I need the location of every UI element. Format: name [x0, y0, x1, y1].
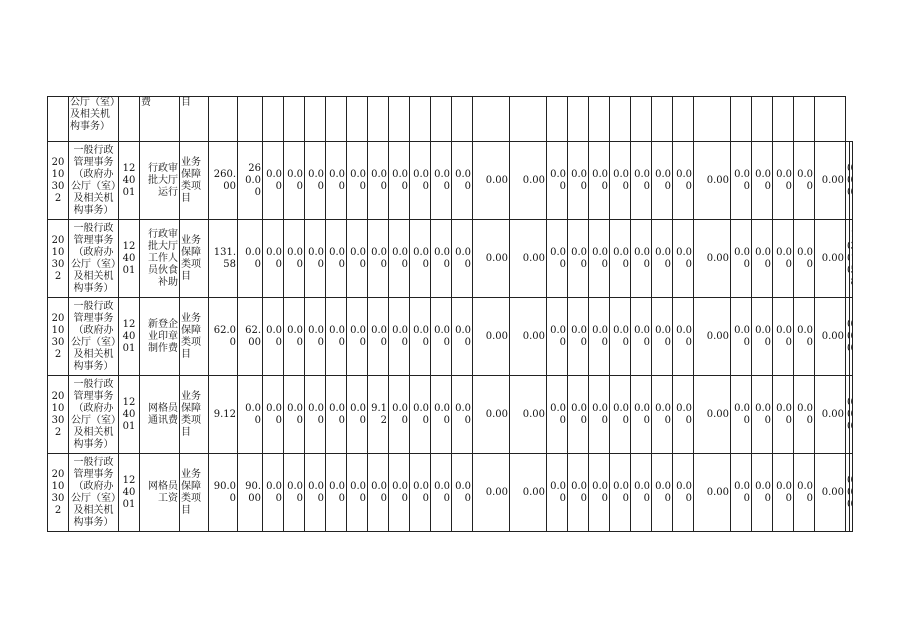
amount-cell: 0.00 — [673, 142, 694, 220]
amount-cell: 0.00 — [263, 454, 284, 532]
amount-cell: 0.00 — [473, 220, 510, 298]
value-cell — [389, 97, 410, 142]
amount-cell: 9.12 — [209, 376, 238, 454]
amount-cell: 0.00 — [610, 220, 631, 298]
amount-cell: 0.00 — [305, 298, 326, 376]
amount-cell: 0.00 — [389, 376, 410, 454]
value-cell — [794, 97, 815, 142]
project-name-cell: 行政审批大厅工作人员伙食补助 — [140, 220, 180, 298]
amount-cell: 0.00 — [815, 376, 846, 454]
amount-cell: 0.00 — [631, 142, 652, 220]
amount-cell: 0.00 — [284, 376, 305, 454]
amount-cell: 0.00 — [263, 142, 284, 220]
amount-cell: 0.00 — [368, 220, 389, 298]
amount-cell: 0.00 — [815, 298, 846, 376]
amount-cell: 0.00 — [773, 454, 794, 532]
amount-cell: 0.00 — [731, 220, 752, 298]
amount-cell: 0.00 — [431, 454, 452, 532]
value-cell — [694, 97, 731, 142]
amount-cell: 0.00 — [652, 454, 673, 532]
table-row — [48, 142, 853, 220]
table-row-continuation — [48, 97, 853, 142]
amount-cell: 90.00 — [238, 454, 263, 532]
amount-cell: 0.00 — [326, 142, 347, 220]
amount-cell: 0.00 — [263, 376, 284, 454]
amount-cell: 0.00 — [510, 142, 547, 220]
amount-cell: 0.00 — [238, 376, 263, 454]
amount-cell: 0.00 — [589, 142, 610, 220]
amount-cell: 0.00 — [547, 142, 568, 220]
amount-cell: 0.00 — [547, 376, 568, 454]
amount-cell: 62.00 — [238, 298, 263, 376]
amount-cell: 0.00 — [389, 142, 410, 220]
amount-cell: 0.00 — [431, 298, 452, 376]
amount-cell: 0.00 — [389, 298, 410, 376]
value-cell — [568, 97, 589, 142]
amount-cell: 0.00 — [389, 220, 410, 298]
function-category-cell: 一般行政管理事务（政府办公厅（室）及相关机构事务） — [69, 220, 119, 298]
code-cell — [48, 97, 69, 142]
dept-code-cell: 124001 — [119, 298, 140, 376]
amount-cell: 0.00 — [452, 454, 473, 532]
dept-code-cell: 124001 — [119, 454, 140, 532]
amount-cell: 0.00 — [347, 376, 368, 454]
amount-cell: 0.00 — [410, 220, 431, 298]
project-name-cell: 网格员工资 — [140, 454, 180, 532]
project-name-cell: 网格员通讯费 — [140, 376, 180, 454]
amount-cell: 0.00 — [794, 298, 815, 376]
project-type-cell: 业务保障类项目 — [180, 142, 209, 220]
function-code-cell: 2010302 — [48, 142, 69, 220]
amount-cell: 0.00 — [431, 220, 452, 298]
amount-cell: 0.00 — [326, 220, 347, 298]
amount-cell: 0.00 — [731, 376, 752, 454]
amount-cell: 0.00 — [305, 376, 326, 454]
amount-cell: 0.00 — [652, 220, 673, 298]
amount-cell: 0.00 — [305, 220, 326, 298]
amount-cell: 0.00 — [773, 376, 794, 454]
amount-cell: 0.00 — [731, 454, 752, 532]
amount-cell: 0.00 — [568, 220, 589, 298]
function-code-cell: 2010302 — [48, 376, 69, 454]
amount-cell: 0.00 — [694, 376, 731, 454]
amount-cell — [849, 142, 853, 220]
amount-cell: 0.00 — [673, 220, 694, 298]
project-type-cell: 业务保障类项目 — [180, 376, 209, 454]
amount-cell — [849, 298, 853, 376]
value-cell — [347, 97, 368, 142]
amount-cell — [849, 220, 853, 298]
amount-cell: 0.00 — [452, 142, 473, 220]
value-cell — [305, 97, 326, 142]
amount-cell: 0.00 — [815, 220, 846, 298]
amount-cell: 0.00 — [410, 142, 431, 220]
project-type-cell: 目 — [180, 97, 209, 142]
amount-cell: 0.00 — [347, 142, 368, 220]
category-cell: 公厅（室）及相关机构事务） — [69, 97, 119, 142]
function-code-cell: 2010302 — [48, 220, 69, 298]
table-row — [48, 220, 853, 298]
function-code-cell: 2010302 — [48, 454, 69, 532]
amount-cell: 0.00 — [589, 376, 610, 454]
amount-cell: 0.00 — [652, 142, 673, 220]
amount-cell: 0.00 — [368, 454, 389, 532]
amount-cell: 0.00 — [410, 376, 431, 454]
value-cell — [284, 97, 305, 142]
amount-cell: 0.00 — [752, 376, 773, 454]
project-name-cell: 行政审批大厅运行 — [140, 142, 180, 220]
amount-cell: 0.00 — [547, 220, 568, 298]
amount-cell: 0.00 — [263, 298, 284, 376]
value-cell — [589, 97, 610, 142]
amount-cell: 0.00 — [326, 298, 347, 376]
amount-cell: 0.00 — [263, 220, 284, 298]
function-code-cell: 2010302 — [48, 298, 69, 376]
amount-cell: 0.00 — [752, 454, 773, 532]
amount-cell: 0.00 — [589, 298, 610, 376]
value-cell — [631, 97, 652, 142]
amount-cell: 0.00 — [610, 454, 631, 532]
amount-cell: 260.00 — [238, 142, 263, 220]
value-cell — [773, 97, 794, 142]
dept-code-cell: 124001 — [119, 376, 140, 454]
amount-cell: 0.00 — [652, 298, 673, 376]
value-cell — [238, 97, 263, 142]
amount-cell: 0.00 — [673, 298, 694, 376]
table-row — [48, 298, 853, 376]
amount-cell: 0.00 — [431, 142, 452, 220]
amount-cell: 0.00 — [694, 220, 731, 298]
amount-cell: 90.00 — [209, 454, 238, 532]
amount-cell: 0.00 — [547, 454, 568, 532]
amount-cell: 0.00 — [347, 454, 368, 532]
amount-cell: 0.00 — [347, 220, 368, 298]
amount-cell: 0.00 — [610, 376, 631, 454]
value-cell — [263, 97, 284, 142]
amount-cell: 0.00 — [673, 454, 694, 532]
amount-cell: 0.00 — [694, 142, 731, 220]
value-cell — [510, 97, 547, 142]
value-cell — [731, 97, 752, 142]
amount-cell: 0.00 — [547, 298, 568, 376]
amount-cell: 131.58 — [209, 220, 238, 298]
amount-cell: 0.00 — [326, 454, 347, 532]
function-category-cell: 一般行政管理事务（政府办公厅（室）及相关机构事务） — [69, 298, 119, 376]
amount-cell: 9.12 — [368, 376, 389, 454]
amount-cell: 0.00 — [473, 142, 510, 220]
amount-cell: 0.00 — [410, 298, 431, 376]
amount-cell: 0.00 — [326, 376, 347, 454]
amount-cell: 0.00 — [815, 142, 846, 220]
amount-cell: 0.00 — [410, 454, 431, 532]
amount-cell: 0.00 — [752, 142, 773, 220]
amount-cell: 0.00 — [794, 376, 815, 454]
amount-cell: 0.00 — [473, 454, 510, 532]
amount-cell: 0.00 — [510, 220, 547, 298]
amount-cell: 0.00 — [368, 142, 389, 220]
value-cell — [209, 97, 238, 142]
amount-cell: 0.00 — [752, 220, 773, 298]
value-cell — [368, 97, 389, 142]
amount-cell: 0.00 — [389, 454, 410, 532]
amount-cell: 0.00 — [452, 298, 473, 376]
amount-cell: 0.00 — [473, 298, 510, 376]
value-cell — [410, 97, 431, 142]
function-category-cell: 一般行政管理事务（政府办公厅（室）及相关机构事务） — [69, 142, 119, 220]
amount-cell: 0.00 — [694, 298, 731, 376]
amount-cell — [849, 376, 853, 454]
value-cell — [452, 97, 473, 142]
amount-cell: 0.00 — [238, 220, 263, 298]
amount-cell: 0.00 — [452, 220, 473, 298]
amount-cell: 260.00 — [209, 142, 238, 220]
amount-cell: 0.00 — [815, 454, 846, 532]
amount-cell: 0.00 — [347, 298, 368, 376]
table-row — [48, 376, 853, 454]
value-cell — [610, 97, 631, 142]
amount-cell: 0.00 — [284, 142, 305, 220]
function-category-cell: 一般行政管理事务（政府办公厅（室）及相关机构事务） — [69, 376, 119, 454]
project-type-cell: 业务保障类项目 — [180, 220, 209, 298]
amount-cell: 0.00 — [431, 376, 452, 454]
project-type-cell: 业务保障类项目 — [180, 454, 209, 532]
amount-cell: 0.00 — [510, 454, 547, 532]
amount-cell: 62.00 — [209, 298, 238, 376]
amount-cell: 0.00 — [510, 376, 547, 454]
amount-cell: 0.00 — [752, 298, 773, 376]
amount-cell: 0.00 — [794, 142, 815, 220]
amount-cell: 0.00 — [568, 142, 589, 220]
amount-cell: 0.00 — [631, 298, 652, 376]
amount-cell: 0.00 — [731, 142, 752, 220]
amount-cell: 0.00 — [568, 298, 589, 376]
project-name-cell: 新登企业印章制作费 — [140, 298, 180, 376]
amount-cell: 0.00 — [284, 220, 305, 298]
amount-cell: 0.00 — [673, 376, 694, 454]
dept-code-cell: 124001 — [119, 142, 140, 220]
amount-cell: 0.00 — [568, 376, 589, 454]
value-cell — [326, 97, 347, 142]
amount-cell: 0.00 — [694, 454, 731, 532]
amount-cell: 0.00 — [568, 454, 589, 532]
amount-cell: 0.00 — [473, 376, 510, 454]
amount-cell: 0.00 — [631, 220, 652, 298]
amount-cell: 0.00 — [589, 454, 610, 532]
amount-cell: 0.00 — [631, 454, 652, 532]
dept-code-cell: 124001 — [119, 220, 140, 298]
value-cell — [673, 97, 694, 142]
amount-cell: 0.00 — [452, 376, 473, 454]
amount-cell: 0.00 — [610, 298, 631, 376]
amount-cell: 0.00 — [631, 376, 652, 454]
amount-cell: 0.00 — [794, 454, 815, 532]
amount-cell: 0.00 — [773, 298, 794, 376]
value-cell — [431, 97, 452, 142]
function-category-cell: 一般行政管理事务（政府办公厅（室）及相关机构事务） — [69, 454, 119, 532]
dept-cell — [119, 97, 140, 142]
amount-cell: 0.00 — [305, 142, 326, 220]
amount-cell: 0.00 — [731, 298, 752, 376]
amount-cell: 0.00 — [368, 298, 389, 376]
amount-cell: 0.00 — [284, 454, 305, 532]
value-cell — [815, 97, 846, 142]
amount-cell: 0.00 — [610, 142, 631, 220]
amount-cell: 0.00 — [794, 220, 815, 298]
value-cell — [547, 97, 568, 142]
amount-cell: 0.00 — [773, 142, 794, 220]
amount-cell: 0.00 — [589, 220, 610, 298]
amount-cell: 0.00 — [284, 298, 305, 376]
project-name-cell: 费 — [140, 97, 180, 142]
value-cell — [752, 97, 773, 142]
project-type-cell: 业务保障类项目 — [180, 298, 209, 376]
value-cell — [473, 97, 510, 142]
amount-cell: 0.00 — [773, 220, 794, 298]
amount-cell: 0.00 — [305, 454, 326, 532]
amount-cell — [849, 454, 853, 532]
value-cell — [652, 97, 673, 142]
table-row — [48, 454, 853, 532]
budget-table — [47, 96, 853, 532]
amount-cell: 0.00 — [510, 298, 547, 376]
amount-cell: 0.00 — [652, 376, 673, 454]
